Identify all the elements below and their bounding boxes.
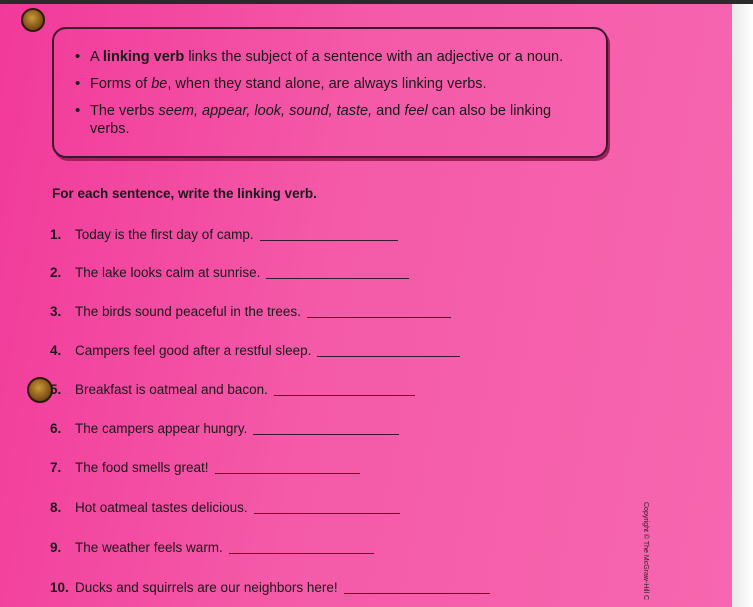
answer-line[interactable]	[215, 472, 360, 474]
rule-text: links the subject of a sentence with an adjective or a noun.	[184, 49, 564, 65]
rule-list	[74, 48, 594, 147]
item-sentence: Today is the first day of camp.	[75, 227, 254, 242]
answer-line[interactable]	[229, 552, 374, 554]
rule-term: linking verb	[102, 49, 185, 65]
binder-hole-top	[21, 8, 45, 32]
item-number: 3.	[50, 304, 62, 319]
answer-line[interactable]	[344, 592, 490, 594]
exercise-item	[50, 500, 400, 515]
item-number: 9.	[50, 540, 62, 555]
item-sentence: Breakfast is oatmeal and bacon.	[75, 382, 268, 397]
item-number: 4.	[50, 343, 62, 358]
page-edge	[732, 4, 753, 607]
exercise-item	[50, 460, 360, 475]
rule-text: Forms of	[90, 76, 152, 92]
item-number: 1.	[50, 227, 62, 242]
answer-line[interactable]	[317, 355, 460, 357]
item-number: 7.	[50, 460, 62, 475]
rule-emphasis: seem, appear, look, sound, taste,	[158, 103, 373, 119]
answer-line[interactable]	[254, 512, 400, 514]
item-sentence: The campers appear hungry.	[75, 421, 248, 436]
rule-box	[52, 27, 608, 158]
exercise-item	[50, 421, 399, 436]
exercise-item	[50, 540, 374, 555]
rule-emphasis: be	[151, 76, 168, 92]
item-number: 10.	[50, 580, 69, 595]
answer-line[interactable]	[307, 316, 451, 318]
answer-line[interactable]	[260, 239, 398, 241]
rule-text: The verbs	[90, 103, 159, 119]
item-number: 8.	[50, 500, 62, 515]
rule-item	[74, 48, 594, 66]
exercise-item	[50, 382, 415, 397]
instructions: For each sentence, write the linking verb.	[52, 186, 317, 201]
answer-line[interactable]	[266, 277, 409, 279]
item-number: 6.	[50, 421, 62, 436]
rule-text: A	[90, 49, 103, 65]
item-sentence: The birds sound peaceful in the trees.	[75, 304, 301, 319]
exercise-item	[50, 227, 398, 242]
item-sentence: Hot oatmeal tastes delicious.	[75, 500, 248, 515]
exercise-item	[50, 265, 409, 280]
item-number: 5.	[50, 382, 62, 397]
item-sentence: The lake looks calm at sunrise.	[75, 265, 261, 280]
item-number: 2.	[50, 265, 62, 280]
exercise-item	[50, 580, 490, 595]
exercise-item	[50, 304, 451, 319]
copyright-notice: Copyright © The McGraw-Hill C	[642, 502, 649, 600]
answer-line[interactable]	[253, 433, 399, 435]
item-sentence: The food smells great!	[75, 460, 209, 475]
rule-text: and	[372, 103, 405, 119]
rule-emphasis: feel	[404, 103, 428, 119]
rule-item	[74, 102, 594, 138]
answer-line[interactable]	[274, 394, 415, 396]
rule-text: , when they stand alone, are always linking verbs.	[167, 76, 487, 92]
item-sentence: The weather feels warm.	[75, 540, 223, 555]
item-sentence: Campers feel good after a restful sleep.	[75, 343, 312, 358]
item-sentence: Ducks and squirrels are our neighbors here!	[75, 580, 338, 595]
rule-item	[74, 75, 594, 93]
exercise-item	[50, 343, 460, 358]
rule-text: can also be linking verbs.	[90, 103, 552, 137]
